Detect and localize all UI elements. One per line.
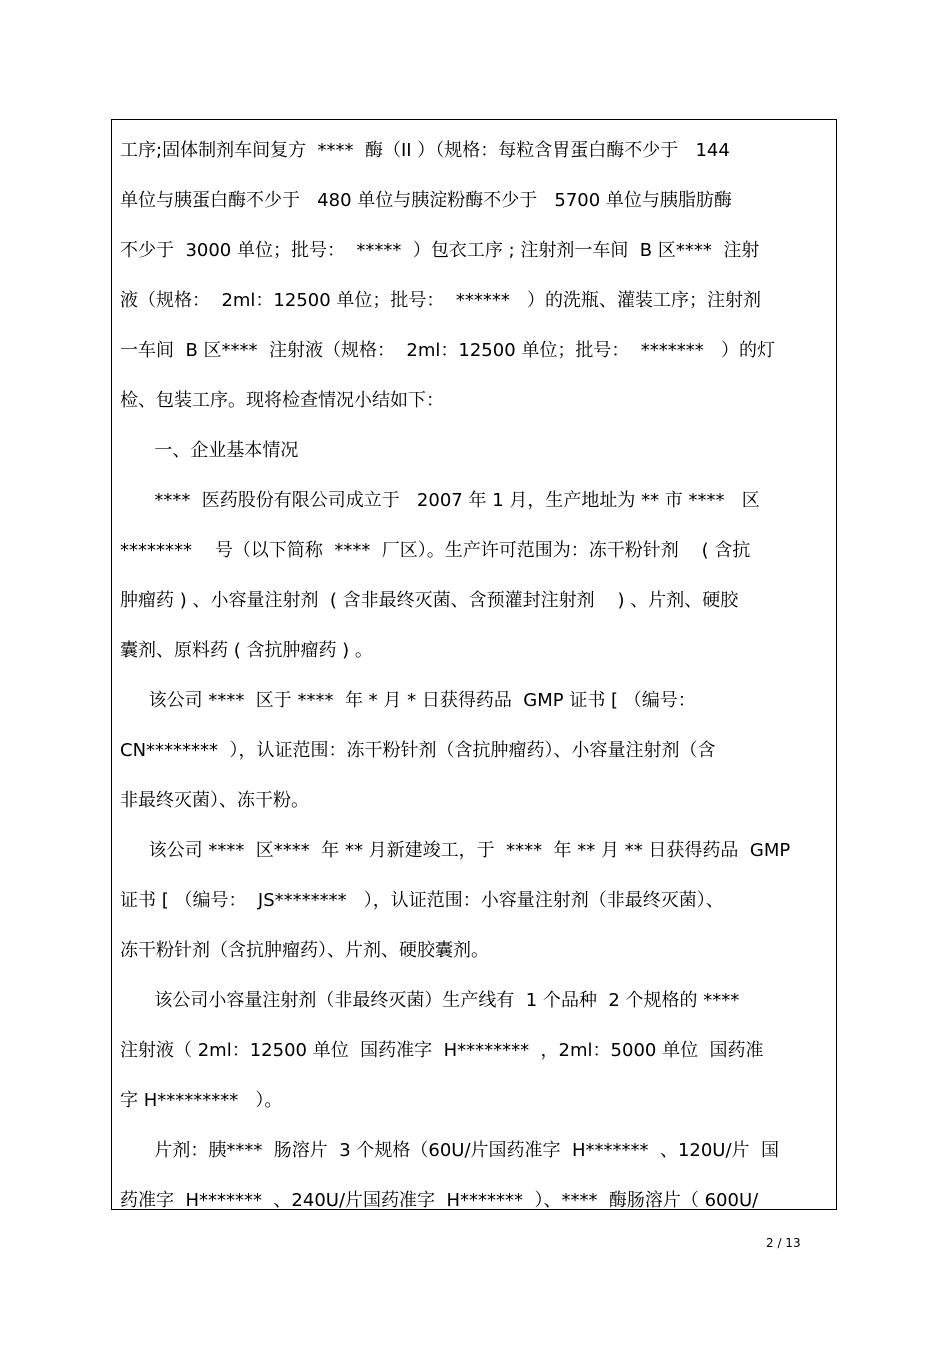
text-line: 该公司小容量注射剂（非最终灭菌）生产线有 1 个品种 2 个规格的 **** [120, 990, 740, 1011]
text-line: 工序;固体制剂车间复方 **** 酶（II ）（规格：每粒含胃蛋白酶不少于 144 [120, 140, 730, 161]
document-frame [111, 119, 837, 1210]
text-line: 证书 [ （编号： JS******** ），认证范围：小容量注射剂（非最终灭菌）、 [120, 890, 724, 911]
text-line: 字 H********* ）。 [120, 1090, 283, 1111]
text-line: 检、包装工序。现将检查情况小结如下： [120, 390, 444, 411]
text-line: 一车间 B 区**** 注射液（规格： 2ml：12500 单位；批号： ******* ）的灯 [120, 340, 775, 361]
text-line: CN******** ），认证范围：冻干粉针剂（含抗肿瘤药）、小容量注射剂（含 [120, 740, 716, 761]
text-line: 药准字 H******* 、240U/片国药准字 H******* ）、**** 酶肠溶片（ 600U/ [120, 1190, 759, 1210]
page-number: 2 / 13 [766, 1236, 801, 1250]
text-line: 片剂：胰**** 肠溶片 3 个规格（60U/片国药准字 H******* 、120U/片 国 [120, 1140, 779, 1161]
text-line: ******** 号（以下简称 **** 厂区）。生产许可范围为：冻干粉针剂 ( 含抗 [120, 540, 751, 561]
section-heading: 一、企业基本情况 [120, 440, 299, 461]
text-line: 注射液（ 2ml：12500 单位 国药准字 H******** ，2ml：5000 单位 国药准 [120, 1040, 764, 1061]
text-line: 囊剂、原料药 ( 含抗肿瘤药 ) 。 [120, 640, 373, 661]
text-line: **** 医药股份有限公司成立于 2007 年 1 月，生产地址为 ** 市 **** 区 [120, 490, 760, 511]
text-line: 非最终灭菌）、冻干粉。 [120, 790, 309, 811]
text-line: 该公司 **** 区于 **** 年 * 月 * 日获得药品 GMP 证书 [ （编号： [120, 690, 696, 711]
text-line: 液（规格： 2ml：12500 单位；批号： ****** ）的洗瓶、灌装工序；注射剂 [120, 290, 762, 311]
text-line: 该公司 **** 区**** 年 ** 月新建竣工，于 **** 年 ** 月 ** 日获得药品 GMP [120, 840, 791, 861]
text-line: 单位与胰蛋白酶不少于 480 单位与胰淀粉酶不少于 5700 单位与胰脂肪酶 [120, 190, 732, 211]
document-body [120, 126, 830, 1210]
text-line: 冻干粉针剂（含抗肿瘤药）、片剂、硬胶囊剂。 [120, 940, 489, 961]
text-line: 不少于 3000 单位；批号： ***** ）包衣工序 ; 注射剂一车间 B 区**** 注射 [120, 240, 760, 261]
text-line: 肿瘤药 ) 、小容量注射剂 ( 含非最终灭菌、含预灌封注射剂 ) 、片剂、硬胶 [120, 590, 739, 611]
